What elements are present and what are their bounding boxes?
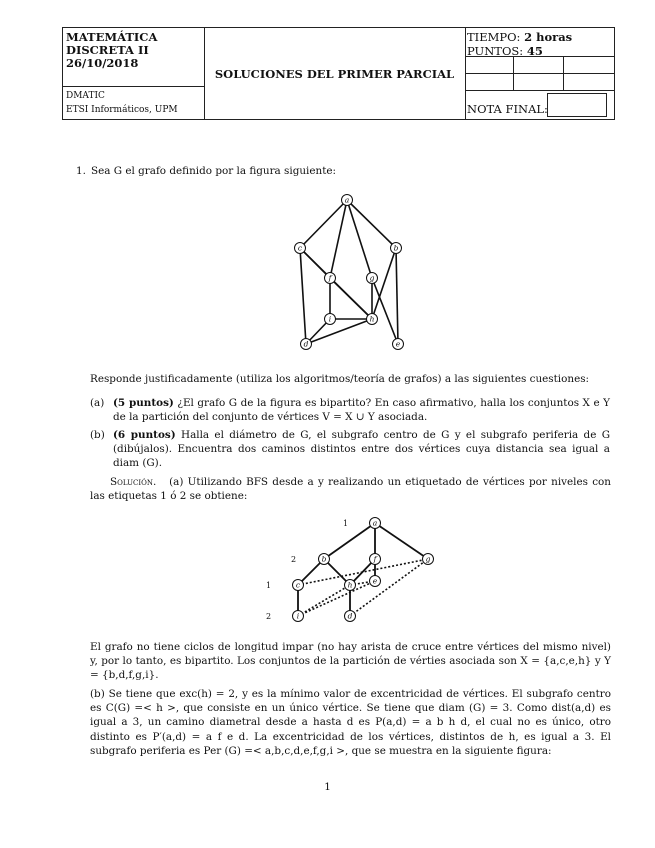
- level-label-d: 2: [266, 612, 272, 621]
- problem-number: 1.: [76, 165, 86, 177]
- points-value: 45: [526, 44, 543, 58]
- page-title: SOLUCIONES DEL PRIMER PARCIAL: [214, 67, 455, 81]
- part-b-paragraph: (b) Se tiene que exc(h) = 2, y es la mínimo valor de excentricidad de vértices. El subgrafo centro es C(G) =< h >, que consiste en un único vértice. Se tiene que diam (G) = 3. Como dist(a,d) es igual a 3, un camino diametral desde a hasta d es P(a,d) = a b h d, el cual no es único, otro distinto es P′(a,d) = a f e d. La excentricidad de los vértices, distintos de h, es igual a 3. El subgrafo periferia es Per (G) =< a,b,c,d,e,f,g,i >, que se muestra en la siguiente figura:: [90, 688, 611, 757]
- level-label-c: 1: [266, 581, 272, 590]
- question-b-points: (6 puntos): [113, 429, 176, 441]
- question-a-label: (a): [90, 397, 105, 409]
- bfs-vertex-d: d: [347, 611, 353, 621]
- exam-date: 26/10/2018: [66, 56, 139, 70]
- department: DMATIC: [66, 91, 105, 101]
- solution-intro-text: (a) Utilizando BFS desde a y realizando un etiquetado de vértices por niveles con las etiquetas 1 ó 2 se obtiene:: [90, 476, 611, 503]
- bfs-vertex-i: i: [296, 611, 300, 621]
- vertex-label-b: b: [393, 243, 399, 253]
- header-box: [62, 27, 615, 120]
- instructions: Responde justificadamente (utiliza los algoritmos/teoría de grafos) a las siguientes cuestiones:: [90, 373, 590, 385]
- question-a-text: ¿El grafo G de la figura es bipartito? En caso afirmativo, halla los conjuntos X e Y de la partición del conjunto de vértices V = X ∪ Y asociada.: [113, 397, 610, 424]
- bfs-vertex-g: g: [425, 554, 431, 564]
- vertex-label-f: f: [328, 273, 332, 283]
- question-b-text: Halla el diámetro de G, el subgrafo centro de G y el subgrafo periferia de G (dibújalos). Encuentra dos caminos distintos entre dos vértices cuya distancia sea igual a diam (G).: [113, 429, 610, 470]
- vertex-label-d: d: [303, 339, 309, 349]
- course-line1: MATEMÁTICA: [66, 30, 158, 44]
- graph-figure-bfs: [258, 513, 443, 625]
- graph-figure-1: [290, 190, 410, 355]
- school: ETSI Informáticos, UPM: [66, 105, 178, 115]
- question-b: [90, 428, 610, 470]
- vertex-label-c: c: [297, 243, 303, 253]
- level-label-a: 1: [343, 519, 349, 528]
- vertex-label-e: e: [395, 339, 401, 349]
- problem-intro: Sea G el grafo definido por la figura siguiente:: [91, 165, 337, 177]
- course-line2: DISCRETA II: [66, 43, 149, 57]
- solution-intro: [90, 475, 611, 503]
- question-b-label: (b): [90, 429, 105, 441]
- vertex-label-a: a: [344, 195, 350, 205]
- bfs-vertex-f: f: [373, 554, 377, 564]
- points-field: [467, 45, 543, 58]
- bfs-vertex-h: h: [347, 580, 353, 590]
- points-label: PUNTOS:: [467, 44, 524, 58]
- final-grade-label: NOTA FINAL:: [467, 102, 548, 116]
- bfs-vertex-e: e: [372, 576, 378, 586]
- question-a-points: (5 puntos): [113, 397, 174, 409]
- vertex-label-i: i: [328, 314, 332, 324]
- question-a: [90, 396, 610, 426]
- bipartite-paragraph: El grafo no tiene ciclos de longitud impar (no hay arista de cruce entre vértices del mismo nivel) y, por lo tanto, es bipartito. Los conjuntos de la partición de vérties asociada son X = {a,c,e,h} y Y = {b,d,f,g,i}.: [90, 641, 611, 682]
- bfs-vertex-b: b: [321, 554, 327, 564]
- bfs-vertex-a: a: [372, 518, 378, 528]
- solution-label: Solución.: [110, 476, 157, 488]
- level-label-b: 2: [291, 555, 297, 564]
- vertex-label-g: g: [369, 273, 375, 283]
- time-label: TIEMPO:: [467, 30, 521, 44]
- page-number: 1: [324, 781, 331, 793]
- time-value: 2 horas: [524, 30, 573, 44]
- vertex-label-h: h: [369, 314, 375, 324]
- time-field: [467, 31, 572, 44]
- bfs-vertex-c: c: [295, 580, 301, 590]
